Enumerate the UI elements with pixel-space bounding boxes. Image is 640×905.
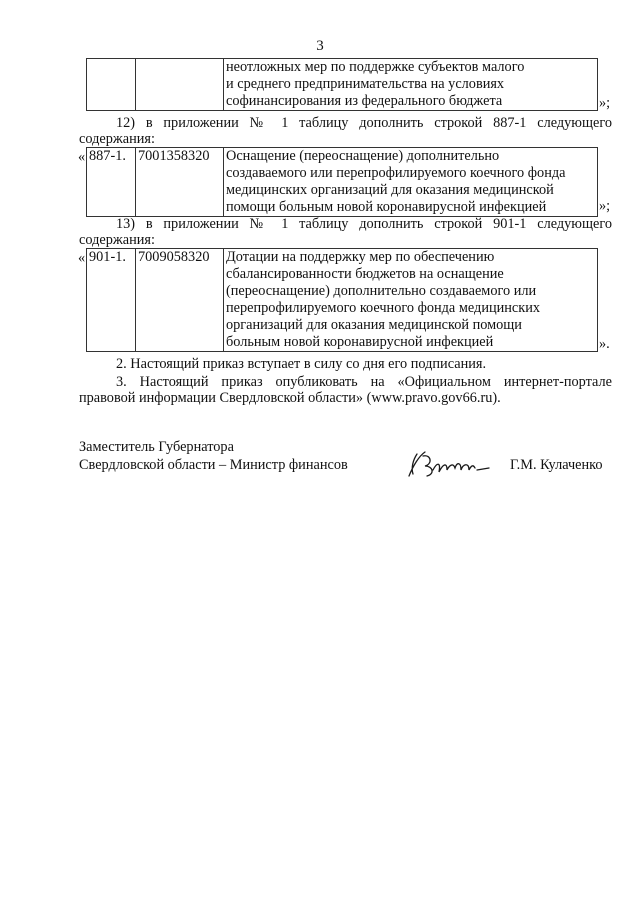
cell-line: сбалансированности бюджетов на оснащение (226, 266, 504, 282)
cell-num: 901-1. (87, 249, 136, 352)
cell-line: Дотации на поддержку мер по обеспечению (226, 249, 495, 265)
cell-line: (переоснащение) дополнительно создаваемого или (226, 283, 537, 299)
cell-line: создаваемого или перепрофилируемого коечного фонда (226, 165, 566, 181)
table-continuation (86, 58, 598, 111)
signatory-title-line: Заместитель Губернатора (79, 439, 234, 455)
table-row (87, 249, 598, 352)
signatory-title (79, 438, 348, 474)
paragraph-12 (79, 115, 612, 147)
cell-num: 887-1. (87, 148, 136, 217)
paragraph-line: 13) в приложении № 1 таблицу дополнить строкой 901-1 следующего (116, 216, 612, 232)
table-row-901 (86, 248, 598, 352)
handwritten-signature (403, 448, 498, 482)
cell-text (224, 249, 598, 352)
cell-code (136, 59, 224, 111)
cell-code: 7001358320 (136, 148, 224, 217)
cell-line: помощи больным новой коронавирусной инфекцией (226, 199, 547, 215)
close-quote: »; (599, 95, 611, 111)
paragraph-13 (79, 216, 612, 248)
cell-line: больным новой коронавирусной инфекцией (226, 334, 494, 350)
cell-line: неотложных мер по поддержке субъектов малого (226, 59, 525, 75)
signatory-title-line: Свердловской области – Министр финансов (79, 457, 348, 473)
paragraph-line: правовой информации Свердловской области» (www.pravo.gov66.ru). (79, 390, 501, 406)
cell-num (87, 59, 136, 111)
cell-line: медицинских организаций для оказания медицинской (226, 182, 554, 198)
paragraph-line: содержания: (79, 232, 155, 248)
open-quote: « (78, 149, 86, 165)
table-row-887 (86, 147, 598, 217)
cell-text (224, 59, 598, 111)
cell-code: 7009058320 (136, 249, 224, 352)
paragraph-line: 3. Настоящий приказ опубликовать на «Официальном интернет-портале (116, 374, 612, 390)
open-quote: « (78, 250, 86, 266)
paragraph-line: 2. Настоящий приказ вступает в силу со дня его подписания. (116, 356, 487, 372)
cell-line: и среднего предпринимательства на условиях (226, 76, 505, 92)
signatory-name: Г.М. Кулаченко (510, 457, 603, 473)
cell-line: перепрофилируемого коечного фонда медицинских (226, 300, 541, 316)
paragraph-line: содержания: (79, 131, 155, 147)
table-row (87, 59, 598, 111)
close-quote: »; (599, 198, 611, 214)
cell-line: организаций для оказания медицинской помощи (226, 317, 522, 333)
table-row (87, 148, 598, 217)
cell-line: Оснащение (переоснащение) дополнительно (226, 148, 500, 164)
paragraph-item-3 (79, 374, 612, 406)
cell-line: софинансирования из федерального бюджета (226, 93, 503, 109)
cell-text (224, 148, 598, 217)
paragraph-item-2 (79, 356, 612, 372)
close-quote: ». (599, 336, 610, 352)
page-number: 3 (316, 38, 324, 54)
paragraph-line: 12) в приложении № 1 таблицу дополнить строкой 887-1 следующего (116, 115, 612, 131)
